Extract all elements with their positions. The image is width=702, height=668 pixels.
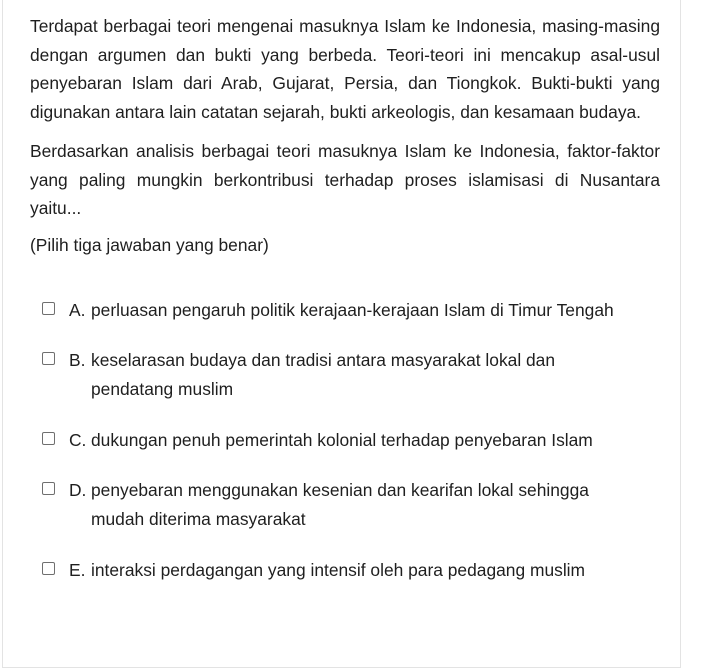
option-d-text: penyebaran menggunakan kesenian dan kearifan lokal sehingga mudah diterima masyarakat: [91, 480, 589, 530]
option-a-letter: A.: [69, 299, 86, 320]
option-b-letter: B.: [69, 350, 86, 371]
question-content: [30, 12, 660, 607]
option-c[interactable]: [42, 426, 660, 455]
checkbox-e[interactable]: [42, 562, 55, 575]
question-instruction: (Pilih tiga jawaban yang benar): [30, 234, 269, 255]
option-e-letter: E.: [69, 559, 86, 580]
option-e[interactable]: [42, 556, 660, 585]
checkbox-d[interactable]: [42, 482, 55, 495]
option-a[interactable]: [42, 296, 660, 325]
option-c-letter: C.: [69, 429, 87, 450]
option-c-text: dukungan penuh pemerintah kolonial terhadap penyebaran Islam: [91, 429, 593, 450]
checkbox-a[interactable]: [42, 302, 55, 315]
option-b[interactable]: [42, 346, 660, 403]
question-prompt-paragraph: Berdasarkan analisis berbagai teori masuknya Islam ke Indonesia, faktor-faktor yang paling mungkin berkontribusi terhadap proses islamisasi di Nusantara yaitu...: [30, 140, 660, 219]
checkbox-b[interactable]: [42, 352, 55, 365]
option-e-text: interaksi perdagangan yang intensif oleh para pedagang muslim: [91, 559, 586, 580]
option-d-letter: D.: [69, 480, 87, 501]
option-a-text: perluasan pengaruh politik kerajaan-kerajaan Islam di Timur Tengah: [91, 299, 614, 320]
checkbox-c[interactable]: [42, 432, 55, 445]
option-d[interactable]: [42, 476, 660, 533]
option-b-text: keselarasan budaya dan tradisi antara masyarakat lokal dan pendatang muslim: [91, 350, 556, 400]
question-context-paragraph: Terdapat berbagai teori mengenai masuknya Islam ke Indonesia, masing-masing dengan argumen dan bukti yang berbeda. Teori-teori ini mencakup asal-usul penyebaran Islam dari Arab, Gujarat, Persia, dan Tiongkok. Bukti-bukti yang digunakan antara lain catatan sejarah, bukti arkeologis, dan kesamaan budaya.: [30, 16, 660, 123]
question-card: [2, 0, 681, 668]
answer-options: [30, 296, 660, 585]
